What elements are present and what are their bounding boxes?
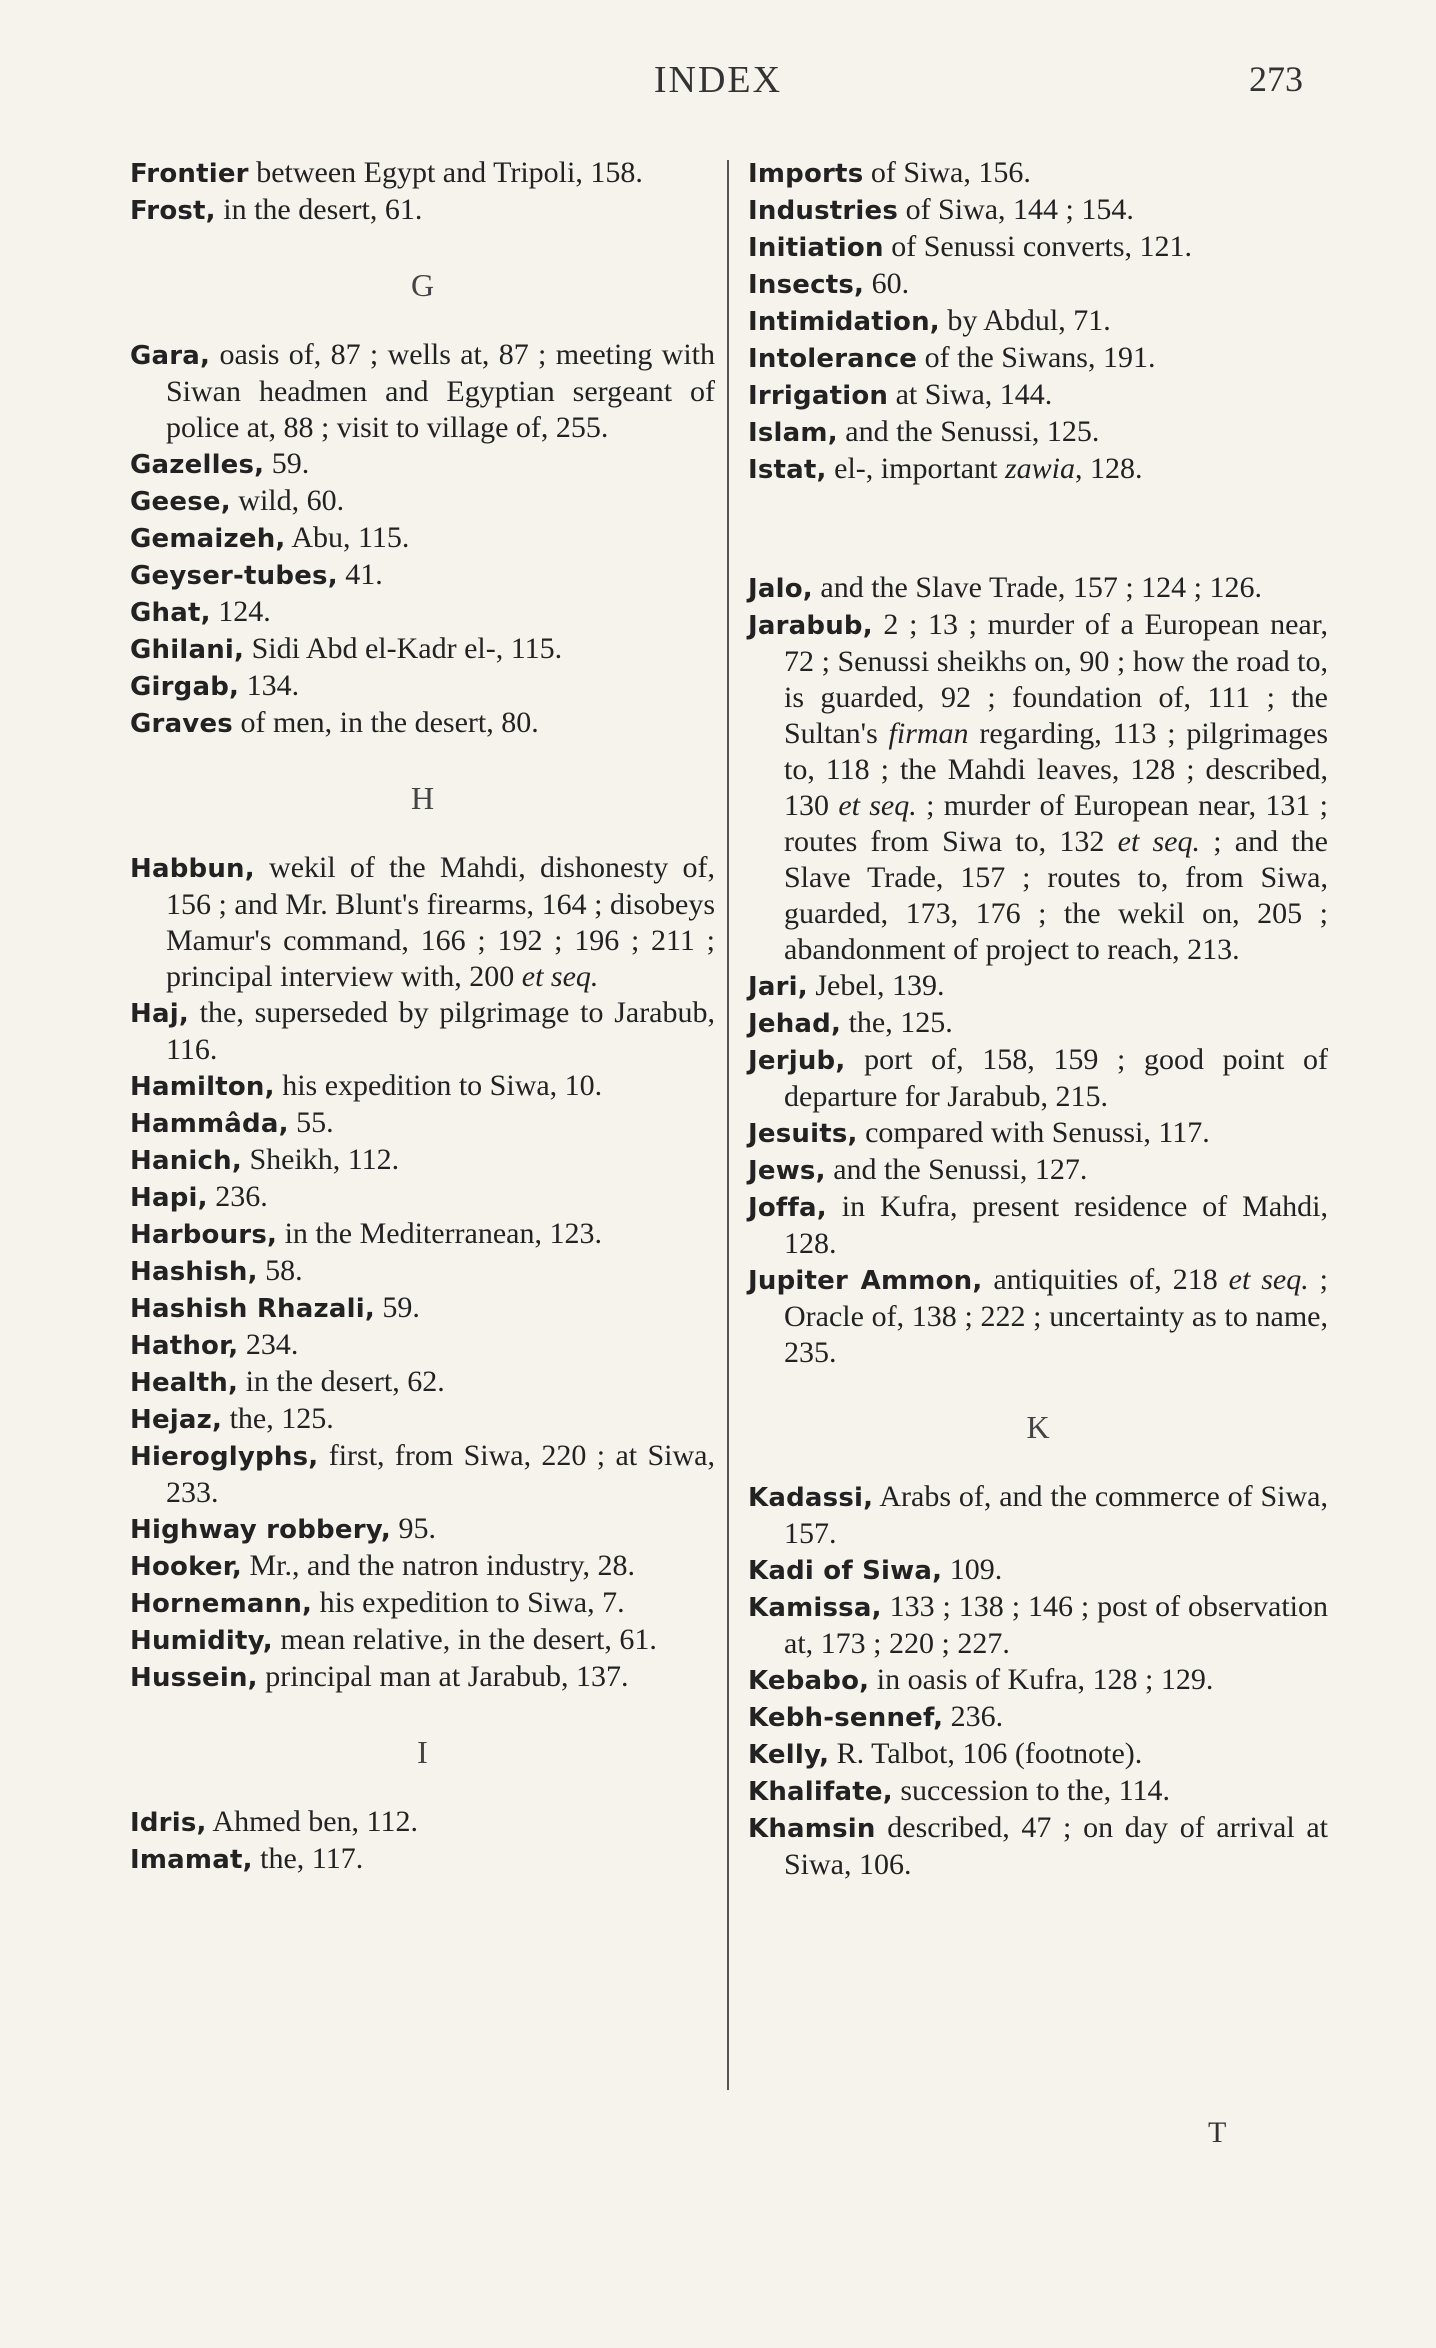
entry-body: 109.: [942, 1553, 1003, 1586]
index-entry: [130, 1327, 715, 1364]
index-entry: [130, 1548, 715, 1585]
index-entry: [748, 1005, 1328, 1042]
index-entry: [748, 570, 1328, 607]
entry-body: 41.: [337, 558, 383, 591]
index-entry: [130, 1659, 715, 1696]
index-entry: [130, 1253, 715, 1290]
entry-head: Graves: [130, 709, 233, 739]
entry-head: Khamsin: [748, 1814, 876, 1844]
entry-head: Joffa,: [748, 1193, 827, 1223]
index-entry: [130, 1511, 715, 1548]
entry-body: 2 ; 13 ; murder of a European near, 72 ; Senussi sheikhs on, 90 ; how the road to, is guarded, 92 ; foundation of, 111 ; the Sultan's: [784, 608, 1328, 750]
entry-body: by Abdul, 71.: [939, 304, 1111, 337]
entry-body: in the desert, 61.: [215, 193, 423, 226]
entry-head: Idris,: [130, 1808, 207, 1838]
entry-head: Geese,: [130, 487, 231, 517]
index-entry: [748, 377, 1328, 414]
entry-head: Insects,: [748, 270, 865, 300]
entry-head: Kamissa,: [748, 1593, 882, 1623]
entry-head: Jesuits,: [748, 1119, 858, 1149]
entry-head: Hamilton,: [130, 1072, 275, 1102]
section-letter-i: I: [417, 1734, 428, 1770]
entry-head: Hejaz,: [130, 1405, 223, 1435]
entry-italic: et seq.: [838, 789, 917, 822]
entry-body: Sidi Abd el-Kadr el-, 115.: [244, 632, 563, 665]
entry-head: Geyser-tubes,: [130, 561, 338, 591]
entry-body: ; and the Slave Trade, 157 ; routes to, from Siwa, guarded, 173, 176 ; the wekil on, 205 ; abandonment of project to reach, 213.: [784, 825, 1328, 966]
entry-body: of Senussi converts, 121.: [883, 230, 1193, 263]
index-entry: [130, 483, 715, 520]
left-column: [130, 155, 715, 1878]
index-entry: [748, 303, 1328, 340]
entry-head: Imamat,: [130, 1845, 253, 1875]
entry-head: Jalo,: [748, 574, 813, 604]
entry-head: Gazelles,: [130, 450, 265, 480]
entry-head: Habbun,: [130, 854, 255, 884]
entry-body: ; murder of European near, 131 ; routes from Siwa to, 132: [784, 789, 1329, 858]
entry-head: Kebabo,: [748, 1666, 870, 1696]
index-entry: [130, 631, 715, 668]
index-entry: [130, 1438, 715, 1511]
entry-head: Frost,: [130, 196, 216, 226]
index-entry: [130, 1142, 715, 1179]
entry-head: Imports: [748, 159, 864, 189]
entry-head: Industries: [748, 196, 899, 226]
index-entry: [130, 155, 715, 192]
entry-head: Jarabub,: [748, 611, 873, 641]
index-entry: [130, 520, 715, 557]
index-entry: [748, 1152, 1328, 1189]
entry-head: Jupiter Ammon,: [748, 1266, 983, 1296]
entry-body: 134.: [239, 669, 300, 702]
index-entry: [130, 1622, 715, 1659]
entry-head: Jehad,: [748, 1009, 842, 1039]
entry-body: Mr., and the natron industry, 28.: [242, 1549, 636, 1582]
entry-head: Hanich,: [130, 1146, 242, 1176]
index-entry: [130, 1364, 715, 1401]
entry-head: Jews,: [748, 1156, 826, 1186]
entry-body: Sheikh, 112.: [241, 1143, 400, 1176]
entry-body: el-, important: [826, 452, 1005, 485]
index-entry: [748, 1552, 1328, 1589]
index-entry: [130, 446, 715, 483]
entry-italic: zawia: [1004, 452, 1075, 485]
index-entry: [130, 705, 715, 742]
entry-head: Khalifate,: [748, 1777, 893, 1807]
index-entry: [748, 192, 1328, 229]
index-entry: [748, 414, 1328, 451]
index-entry: [130, 995, 715, 1068]
entry-head: Kebh-sennef,: [748, 1703, 944, 1733]
index-entry: [130, 337, 715, 446]
entry-head: Humidity,: [130, 1626, 273, 1656]
entry-body: 133 ; 138 ; 146 ; post of observation at, 173 ; 220 ; 227.: [784, 1590, 1328, 1660]
entry-head: Hammâda,: [130, 1109, 289, 1139]
entry-head: Kadassi,: [748, 1483, 874, 1513]
index-entry: [130, 850, 715, 995]
index-entry: [130, 1585, 715, 1622]
index-entry: [748, 968, 1328, 1005]
entry-body: , 128.: [1074, 452, 1143, 485]
entry-head: Health,: [130, 1368, 239, 1398]
entry-head: Istat,: [748, 455, 827, 485]
index-entry: [748, 1773, 1328, 1810]
entry-body: 59.: [264, 447, 310, 480]
entry-body: the, 125.: [222, 1402, 334, 1435]
entry-body: ; Oracle of, 138 ; 222 ; uncertainty as to name, 235.: [784, 1263, 1328, 1369]
index-entry: [130, 1179, 715, 1216]
entry-body: at Siwa, 144.: [888, 378, 1053, 411]
entry-head: Hornemann,: [130, 1589, 313, 1619]
index-entry: [130, 1068, 715, 1105]
entry-body: Ahmed ben, 112.: [206, 1805, 418, 1838]
entry-body: of men, in the desert, 80.: [232, 706, 539, 739]
index-entry: [748, 1589, 1328, 1662]
entry-body: 58.: [257, 1254, 303, 1287]
index-entry: [748, 1479, 1328, 1552]
section-letter-k: K: [1026, 1409, 1050, 1445]
index-entry: [130, 594, 715, 631]
index-entry: [748, 155, 1328, 192]
index-entry: [748, 266, 1328, 303]
index-entry: [748, 1699, 1328, 1736]
catchword: T: [1208, 2116, 1227, 2149]
entry-body: in the Mediterranean, 123.: [277, 1217, 602, 1250]
right-column: [748, 155, 1328, 1883]
index-entry: [748, 1262, 1328, 1371]
index-entry: [130, 557, 715, 594]
entry-head: Hapi,: [130, 1183, 208, 1213]
entry-body: and the Slave Trade, 157 ; 124 ; 126.: [812, 571, 1263, 604]
entry-head: Hashish Rhazali,: [130, 1294, 375, 1324]
entry-body: Abu, 115.: [285, 521, 410, 554]
index-entry: [130, 1290, 715, 1327]
index-entry: [748, 451, 1328, 488]
entry-body: 234.: [238, 1328, 299, 1361]
index-entry: [130, 1105, 715, 1142]
entry-body: in the desert, 62.: [238, 1365, 445, 1398]
entry-head: Frontier: [130, 159, 249, 189]
index-entry: [748, 1662, 1328, 1699]
entry-body: wekil of the Mahdi, dishonesty of, 156 ; and Mr. Blunt's firearms, 164 ; disobeys Mamur's command, 166 ; 192 ; 196 ; 211 ; principal interview with, 200: [166, 851, 715, 993]
entry-body: his expedition to Siwa, 7.: [312, 1586, 625, 1619]
entry-head: Kelly,: [748, 1740, 830, 1770]
index-entry: [748, 1736, 1328, 1773]
page-number: 273: [1249, 59, 1303, 99]
entry-body: principal man at Jarabub, 137.: [257, 1660, 629, 1693]
entry-body: the, 117.: [252, 1842, 364, 1875]
entry-head: Ghat,: [130, 598, 211, 628]
index-entry: [130, 1216, 715, 1253]
entry-body: Arabs of, and the commerce of Siwa, 157.: [784, 1480, 1328, 1550]
entry-body: of Siwa, 156.: [863, 156, 1031, 189]
entry-body: the, 125.: [841, 1006, 953, 1039]
entry-head: Kadi of Siwa,: [748, 1556, 943, 1586]
entry-body: mean relative, in the desert, 61.: [272, 1623, 657, 1656]
entry-body: oasis of, 87 ; wells at, 87 ; meeting with Siwan headmen and Egyptian sergeant of police at, 88 ; visit to village of, 255.: [166, 338, 715, 444]
entry-body: Jebel, 139.: [807, 969, 945, 1002]
entry-head: Girgab,: [130, 672, 240, 702]
entry-head: Hathor,: [130, 1331, 239, 1361]
entry-head: Irrigation: [748, 381, 889, 411]
entry-head: Gara,: [130, 341, 211, 371]
entry-body: in Kufra, present residence of Mahdi, 128.: [784, 1190, 1328, 1260]
entry-body: 60.: [864, 267, 910, 300]
entry-body: regarding, 113 ; pilgrimages to, 118 ; the Mahdi leaves, 128 ; described, 130: [784, 717, 1329, 822]
entry-head: Islam,: [748, 418, 838, 448]
index-entry: [748, 1189, 1328, 1262]
page-header: [0, 58, 1436, 108]
entry-head: Harbours,: [130, 1220, 278, 1250]
entry-body: 55.: [288, 1106, 334, 1139]
entry-head: Hieroglyphs,: [130, 1442, 319, 1472]
entry-body: between Egypt and Tripoli, 158.: [248, 156, 643, 189]
entry-body: the, superseded by pilgrimage to Jarabub, 116.: [166, 996, 715, 1066]
index-entry: [130, 1401, 715, 1438]
index-entry: [130, 668, 715, 705]
entry-body: 95.: [390, 1512, 436, 1545]
entry-body: first, from Siwa, 220 ; at Siwa, 233.: [166, 1439, 715, 1509]
entry-head: Jerjub,: [748, 1046, 846, 1076]
index-entry: [748, 1115, 1328, 1152]
entry-body: 59.: [374, 1291, 420, 1324]
entry-head: Hooker,: [130, 1552, 242, 1582]
entry-head: Ghilani,: [130, 635, 245, 665]
entry-head: Hussein,: [130, 1663, 258, 1693]
entry-body: described, 47 ; on day of arrival at Siwa, 106.: [784, 1811, 1328, 1881]
entry-body: port of, 158, 159 ; good point of departure for Jarabub, 215.: [784, 1043, 1328, 1113]
index-entry: [130, 1841, 715, 1878]
entry-head: Intolerance: [748, 344, 918, 374]
entry-body: compared with Senussi, 117.: [857, 1116, 1210, 1149]
entry-body: antiquities of, 218: [982, 1263, 1229, 1296]
entry-head: Highway robbery,: [130, 1515, 391, 1545]
entry-body: 124.: [210, 595, 271, 628]
section-letter-h: H: [410, 780, 435, 816]
index-entry: [748, 229, 1328, 266]
entry-head: Gemaizeh,: [130, 524, 286, 554]
index-entry: [130, 192, 715, 229]
index-entry: [130, 1804, 715, 1841]
entry-italic: et seq.: [1117, 825, 1200, 858]
index-entry: [748, 1042, 1328, 1115]
entry-head: Haj,: [130, 999, 189, 1029]
section-gap: [748, 488, 1328, 570]
entry-italic: et seq.: [1228, 1263, 1309, 1296]
index-entry: [748, 1810, 1328, 1883]
entry-head: Hashish,: [130, 1257, 258, 1287]
entry-body: 236.: [207, 1180, 268, 1213]
entry-body: of Siwa, 144 ; 154.: [898, 193, 1134, 226]
index-entry: [748, 340, 1328, 377]
entry-body: R. Talbot, 106 (footnote).: [829, 1737, 1143, 1770]
entry-italic: et seq.: [521, 960, 599, 993]
entry-head: Intimidation,: [748, 307, 940, 337]
entry-head: Jari,: [748, 972, 808, 1002]
page-title: INDEX: [653, 59, 783, 101]
entry-body: of the Siwans, 191.: [917, 341, 1156, 374]
entry-body: wild, 60.: [230, 484, 345, 517]
entry-body: 236.: [943, 1700, 1004, 1733]
section-letter-g: G: [410, 267, 435, 303]
entry-body: and the Senussi, 127.: [825, 1153, 1088, 1186]
column-divider: [727, 160, 729, 2090]
entry-body: succession to the, 114.: [892, 1774, 1171, 1807]
entry-head: Initiation: [748, 233, 884, 263]
entry-italic: firman: [888, 717, 969, 750]
entry-body: and the Senussi, 125.: [837, 415, 1100, 448]
entry-body: his expedition to Siwa, 10.: [274, 1069, 603, 1102]
index-entry: [748, 607, 1328, 968]
entry-body: in oasis of Kufra, 128 ; 129.: [869, 1663, 1214, 1696]
